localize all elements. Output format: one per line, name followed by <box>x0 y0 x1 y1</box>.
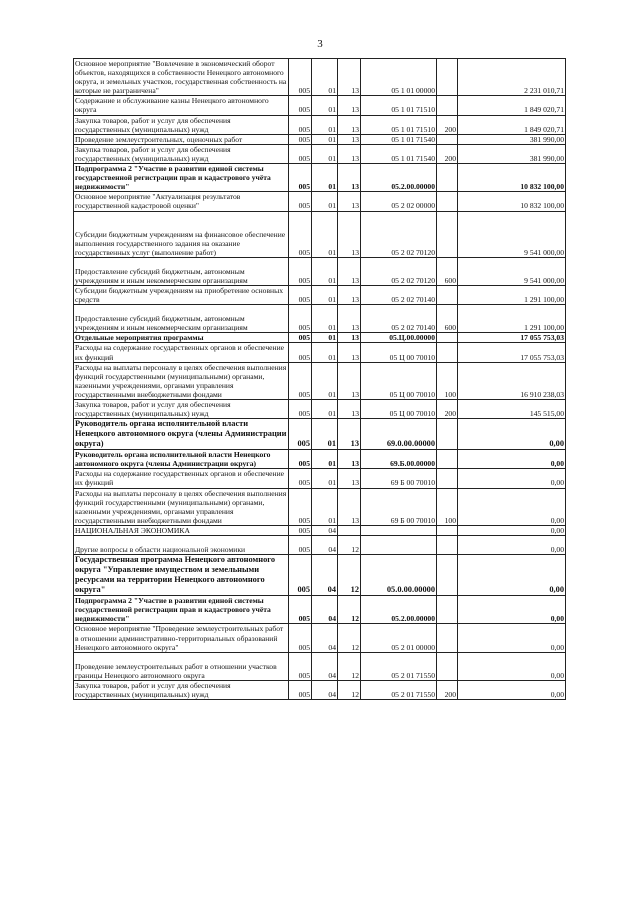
row-expense-type-cell <box>437 624 458 652</box>
row-grbs-cell: 005 <box>289 59 312 96</box>
row-section-cell: 04 <box>312 596 338 624</box>
row-subsection-cell: 13 <box>338 362 361 399</box>
row-section-cell: 01 <box>312 400 338 419</box>
row-amount-cell: 0,00 <box>458 555 566 596</box>
row-subsection-cell: 13 <box>338 134 361 144</box>
row-subsection-cell: 13 <box>338 419 361 450</box>
row-grbs-cell: 005 <box>289 144 312 163</box>
row-section-cell: 01 <box>312 419 338 450</box>
row-amount-cell: 0,00 <box>458 624 566 652</box>
row-grbs-cell: 005 <box>289 652 312 680</box>
row-subsection-cell: 13 <box>338 285 361 304</box>
row-subsection-cell: 12 <box>338 596 361 624</box>
row-section-cell: 04 <box>312 536 338 555</box>
row-subsection-cell: 13 <box>338 488 361 525</box>
budget-table <box>73 58 566 700</box>
row-target-article-cell: 05 2 01 71550 <box>361 680 437 699</box>
row-subsection-cell: 13 <box>338 333 361 343</box>
row-target-article-cell: 05 Ц 00 70010 <box>361 362 437 399</box>
row-amount-cell: 1 291 100,00 <box>458 285 566 304</box>
row-amount-cell: 0,00 <box>458 488 566 525</box>
row-grbs-cell: 005 <box>289 362 312 399</box>
table-row <box>74 343 566 362</box>
row-subsection-cell: 13 <box>338 211 361 257</box>
row-grbs-cell: 005 <box>289 400 312 419</box>
row-name-cell: Основное мероприятие "Проведение землеустроительных работ в отношении административно-территориальных образований Ненецкого автономного округа" <box>74 624 289 652</box>
row-amount-cell: 0,00 <box>458 419 566 450</box>
row-name-cell: Содержание и обслуживание казны Ненецкого автономного округа <box>74 96 289 115</box>
row-target-article-cell: 05.Ц.00.00000 <box>361 333 437 343</box>
row-target-article-cell: 05 1 01 71540 <box>361 134 437 144</box>
table-row <box>74 305 566 333</box>
row-target-article-cell: 05 2 02 70140 <box>361 305 437 333</box>
row-section-cell: 01 <box>312 257 338 285</box>
row-expense-type-cell: 600 <box>437 257 458 285</box>
row-name-cell: Предоставление субсидий бюджетным, автономным учреждениям и иным некоммерческим организациям <box>74 305 289 333</box>
table-row <box>74 115 566 134</box>
row-amount-cell: 0,00 <box>458 596 566 624</box>
row-section-cell: 01 <box>312 305 338 333</box>
row-name-cell: Основное мероприятие "Вовлечение в экономический оборот объектов, находящихся в собственности Ненецкого автономного округа, и земельных участков, государственная собственность на которые не разграничена" <box>74 59 289 96</box>
row-subsection-cell: 12 <box>338 536 361 555</box>
row-name-cell: Руководитель органа исполнительной власти Ненецкого автономного округа (члены Администрации округа) <box>74 419 289 450</box>
row-target-article-cell: 05 Ц 00 70010 <box>361 400 437 419</box>
row-grbs-cell: 005 <box>289 525 312 535</box>
row-name-cell: Другие вопросы в области национальной экономики <box>74 536 289 555</box>
row-subsection-cell: 13 <box>338 305 361 333</box>
row-name-cell: Подпрограмма 2 "Участие в развитии единой системы государственной регистрации прав и кадастрового учёта недвижимости" <box>74 596 289 624</box>
row-grbs-cell: 005 <box>289 192 312 211</box>
row-subsection-cell: 12 <box>338 652 361 680</box>
table-row <box>74 652 566 680</box>
table-row <box>74 624 566 652</box>
row-amount-cell: 10 832 100,00 <box>458 164 566 192</box>
row-section-cell: 01 <box>312 59 338 96</box>
row-grbs-cell: 005 <box>289 488 312 525</box>
table-row <box>74 285 566 304</box>
table-row <box>74 525 566 535</box>
row-section-cell: 01 <box>312 96 338 115</box>
row-target-article-cell: 05 2 01 00000 <box>361 624 437 652</box>
row-subsection-cell: 12 <box>338 624 361 652</box>
row-subsection-cell: 12 <box>338 680 361 699</box>
row-subsection-cell: 13 <box>338 400 361 419</box>
row-section-cell: 01 <box>312 164 338 192</box>
row-amount-cell: 381 990,00 <box>458 134 566 144</box>
row-section-cell: 01 <box>312 192 338 211</box>
row-expense-type-cell <box>437 525 458 535</box>
row-grbs-cell: 005 <box>289 450 312 469</box>
row-name-cell: Закупка товаров, работ и услуг для обеспечения государственных (муниципальных) нужд <box>74 400 289 419</box>
row-subsection-cell: 13 <box>338 192 361 211</box>
row-expense-type-cell: 200 <box>437 144 458 163</box>
row-expense-type-cell: 100 <box>437 488 458 525</box>
row-section-cell: 01 <box>312 450 338 469</box>
row-amount-cell: 16 910 238,03 <box>458 362 566 399</box>
row-expense-type-cell <box>437 96 458 115</box>
table-row <box>74 164 566 192</box>
row-expense-type-cell: 200 <box>437 680 458 699</box>
row-subsection-cell: 13 <box>338 450 361 469</box>
row-section-cell: 04 <box>312 652 338 680</box>
row-name-cell: Проведение землеустроительных, оценочных работ <box>74 134 289 144</box>
row-section-cell: 01 <box>312 115 338 134</box>
row-section-cell: 01 <box>312 285 338 304</box>
table-row <box>74 362 566 399</box>
row-subsection-cell: 13 <box>338 115 361 134</box>
row-expense-type-cell: 100 <box>437 362 458 399</box>
row-section-cell: 01 <box>312 333 338 343</box>
row-grbs-cell: 005 <box>289 680 312 699</box>
row-target-article-cell: 05 1 01 71510 <box>361 115 437 134</box>
row-expense-type-cell <box>437 652 458 680</box>
row-expense-type-cell: 600 <box>437 305 458 333</box>
row-target-article-cell: 69 Б 00 70010 <box>361 469 437 488</box>
row-grbs-cell: 005 <box>289 164 312 192</box>
row-expense-type-cell <box>437 134 458 144</box>
row-expense-type-cell <box>437 555 458 596</box>
row-expense-type-cell <box>437 285 458 304</box>
row-target-article-cell: 05 Ц 00 70010 <box>361 343 437 362</box>
row-amount-cell: 1 849 020,71 <box>458 115 566 134</box>
row-subsection-cell <box>338 525 361 535</box>
row-name-cell: Закупка товаров, работ и услуг для обеспечения государственных (муниципальных) нужд <box>74 115 289 134</box>
row-amount-cell: 0,00 <box>458 680 566 699</box>
row-section-cell: 04 <box>312 680 338 699</box>
table-row <box>74 333 566 343</box>
row-expense-type-cell: 200 <box>437 400 458 419</box>
row-name-cell: Проведение землеустроительных работ в отношении участков границы Ненецкого автономного округа <box>74 652 289 680</box>
row-name-cell: Предоставление субсидий бюджетным, автономным учреждениям и иным некоммерческим организациям <box>74 257 289 285</box>
row-amount-cell: 9 541 000,00 <box>458 257 566 285</box>
row-amount-cell: 1 849 020,71 <box>458 96 566 115</box>
row-section-cell: 01 <box>312 211 338 257</box>
row-target-article-cell: 05.0.00.00000 <box>361 555 437 596</box>
table-row <box>74 596 566 624</box>
row-expense-type-cell <box>437 419 458 450</box>
row-section-cell: 04 <box>312 555 338 596</box>
row-amount-cell: 0,00 <box>458 450 566 469</box>
table-row <box>74 144 566 163</box>
row-subsection-cell: 13 <box>338 164 361 192</box>
row-grbs-cell: 005 <box>289 536 312 555</box>
row-amount-cell: 145 515,00 <box>458 400 566 419</box>
row-amount-cell: 1 291 100,00 <box>458 305 566 333</box>
row-name-cell: Отдельные мероприятия программы <box>74 333 289 343</box>
row-name-cell: Расходы на выплаты персоналу в целях обеспечения выполнения функций государственными (муниципальными) органами, казенными учреждениями, органами управления государственными внебюджетными фондами <box>74 362 289 399</box>
row-expense-type-cell <box>437 333 458 343</box>
row-subsection-cell: 13 <box>338 257 361 285</box>
row-expense-type-cell: 200 <box>437 115 458 134</box>
table-row <box>74 257 566 285</box>
row-target-article-cell: 69.0.00.00000 <box>361 419 437 450</box>
row-expense-type-cell <box>437 536 458 555</box>
row-name-cell: Закупка товаров, работ и услуг для обеспечения государственных (муниципальных) нужд <box>74 144 289 163</box>
row-subsection-cell: 12 <box>338 555 361 596</box>
row-subsection-cell: 13 <box>338 469 361 488</box>
row-target-article-cell: 05 2 01 71550 <box>361 652 437 680</box>
table-row <box>74 450 566 469</box>
row-name-cell: Подпрограмма 2 "Участие в развитии единой системы государственной регистрации прав и кадастрового учёта недвижимости" <box>74 164 289 192</box>
row-amount-cell: 2 231 010,71 <box>458 59 566 96</box>
row-target-article-cell: 69 Б 00 70010 <box>361 488 437 525</box>
row-target-article-cell: 05 1 01 00000 <box>361 59 437 96</box>
row-grbs-cell: 005 <box>289 333 312 343</box>
row-expense-type-cell <box>437 59 458 96</box>
table-row <box>74 469 566 488</box>
row-target-article-cell: 05 2 02 70120 <box>361 257 437 285</box>
row-section-cell: 01 <box>312 488 338 525</box>
table-row <box>74 680 566 699</box>
row-amount-cell: 9 541 000,00 <box>458 211 566 257</box>
table-row <box>74 419 566 450</box>
row-name-cell: Субсидии бюджетным учреждениям на приобретение основных средств <box>74 285 289 304</box>
row-section-cell: 01 <box>312 362 338 399</box>
row-expense-type-cell <box>437 469 458 488</box>
row-section-cell: 04 <box>312 624 338 652</box>
row-target-article-cell <box>361 536 437 555</box>
row-expense-type-cell <box>437 164 458 192</box>
row-grbs-cell: 005 <box>289 596 312 624</box>
row-name-cell: Расходы на содержание государственных органов и обеспечение их функций <box>74 469 289 488</box>
row-section-cell: 04 <box>312 525 338 535</box>
row-expense-type-cell <box>437 450 458 469</box>
table-row <box>74 134 566 144</box>
row-subsection-cell: 13 <box>338 96 361 115</box>
row-target-article-cell: 05.2.00.00000 <box>361 596 437 624</box>
row-grbs-cell: 005 <box>289 343 312 362</box>
row-expense-type-cell <box>437 343 458 362</box>
row-name-cell: Государственная программа Ненецкого автономного округа "Управление имуществом и земельными ресурсами на территории Ненецкого автономного округа" <box>74 555 289 596</box>
row-grbs-cell: 005 <box>289 134 312 144</box>
row-amount-cell: 17 055 753,03 <box>458 333 566 343</box>
row-section-cell: 01 <box>312 469 338 488</box>
row-subsection-cell: 13 <box>338 343 361 362</box>
row-expense-type-cell <box>437 192 458 211</box>
row-target-article-cell <box>361 525 437 535</box>
row-amount-cell: 17 055 753,03 <box>458 343 566 362</box>
row-expense-type-cell <box>437 596 458 624</box>
table-row <box>74 555 566 596</box>
row-name-cell: Расходы на содержание государственных органов и обеспечение их функций <box>74 343 289 362</box>
table-row <box>74 536 566 555</box>
row-grbs-cell: 005 <box>289 624 312 652</box>
page-number: 3 <box>317 38 323 50</box>
table-row <box>74 488 566 525</box>
row-amount-cell: 0,00 <box>458 652 566 680</box>
row-name-cell: Основное мероприятие "Актуализация результатов государственной кадастровой оценки" <box>74 192 289 211</box>
table-row <box>74 96 566 115</box>
row-target-article-cell: 05 1 01 71540 <box>361 144 437 163</box>
row-grbs-cell: 005 <box>289 257 312 285</box>
row-grbs-cell: 005 <box>289 96 312 115</box>
row-section-cell: 01 <box>312 343 338 362</box>
row-name-cell: Руководитель органа исполнительной власти Ненецкого автономного округа (члены Администрации округа) <box>74 450 289 469</box>
row-grbs-cell: 005 <box>289 115 312 134</box>
row-section-cell: 01 <box>312 144 338 163</box>
row-target-article-cell: 69.Б.00.00000 <box>361 450 437 469</box>
table-row <box>74 400 566 419</box>
row-subsection-cell: 13 <box>338 59 361 96</box>
row-expense-type-cell <box>437 211 458 257</box>
table-row <box>74 192 566 211</box>
table-row <box>74 211 566 257</box>
row-amount-cell: 381 990,00 <box>458 144 566 163</box>
budget-table-body <box>74 59 566 700</box>
row-grbs-cell: 005 <box>289 285 312 304</box>
row-section-cell: 01 <box>312 134 338 144</box>
row-target-article-cell: 05 1 01 71510 <box>361 96 437 115</box>
row-subsection-cell: 13 <box>338 144 361 163</box>
row-grbs-cell: 005 <box>289 211 312 257</box>
row-name-cell: Расходы на выплаты персоналу в целях обеспечения выполнения функций государственными (муниципальными) органами, казенными учреждениями, органами управления государственными внебюджетными фондами <box>74 488 289 525</box>
row-grbs-cell: 005 <box>289 469 312 488</box>
row-target-article-cell: 05 2 02 70120 <box>361 211 437 257</box>
row-name-cell: Закупка товаров, работ и услуг для обеспечения государственных (муниципальных) нужд <box>74 680 289 699</box>
row-target-article-cell: 05 2 02 70140 <box>361 285 437 304</box>
row-amount-cell: 0,00 <box>458 469 566 488</box>
row-amount-cell: 10 832 100,00 <box>458 192 566 211</box>
row-amount-cell: 0,00 <box>458 525 566 535</box>
row-name-cell: Субсидии бюджетным учреждениям на финансовое обеспечение выполнения государственного задания на оказание государственных услуг (выполнение работ) <box>74 211 289 257</box>
table-row <box>74 59 566 96</box>
row-name-cell: НАЦИОНАЛЬНАЯ ЭКОНОМИКА <box>74 525 289 535</box>
row-target-article-cell: 05.2.00.00000 <box>361 164 437 192</box>
row-grbs-cell: 005 <box>289 305 312 333</box>
row-grbs-cell: 005 <box>289 555 312 596</box>
row-amount-cell: 0,00 <box>458 536 566 555</box>
row-grbs-cell: 005 <box>289 419 312 450</box>
row-target-article-cell: 05 2 02 00000 <box>361 192 437 211</box>
